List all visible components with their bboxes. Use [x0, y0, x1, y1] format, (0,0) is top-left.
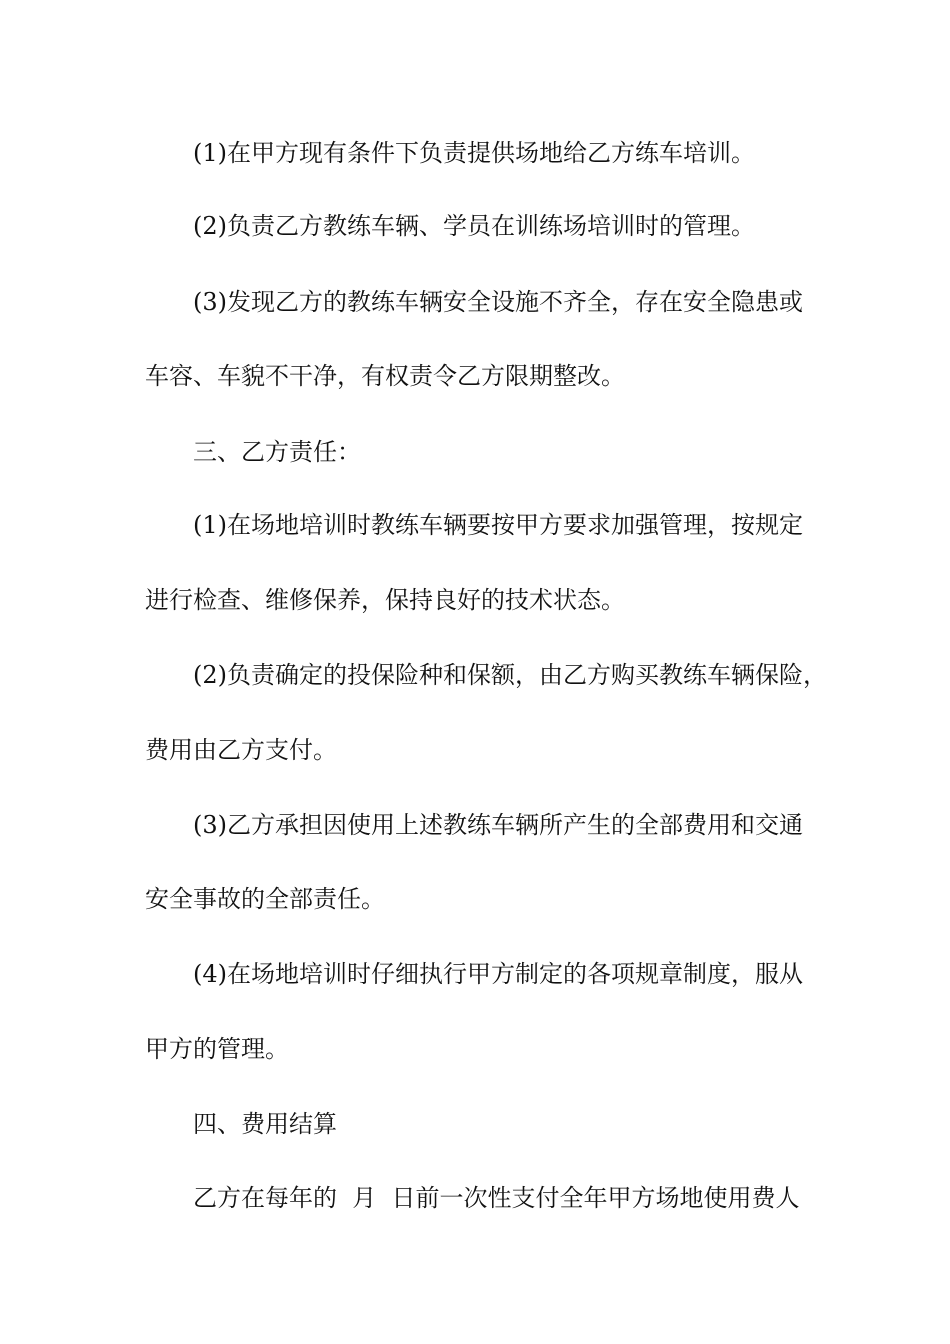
- paragraph-line: 甲方的管理。: [145, 1035, 289, 1063]
- paragraph-line: (3)发现乙方的教练车辆安全设施不齐全，存在安全隐患或: [193, 288, 803, 316]
- paragraph-line: (1)在甲方现有条件下负责提供场地给乙方练车培训。: [193, 139, 755, 167]
- paragraph-line: 车容、车貌不干净，有权责令乙方限期整改。: [145, 362, 625, 390]
- paragraph-line: 进行检查、维修保养，保持良好的技术状态。: [145, 586, 625, 614]
- paragraph-line: (2)负责乙方教练车辆、学员在训练场培训时的管理。: [193, 212, 755, 240]
- section-heading: 四、费用结算: [193, 1110, 337, 1138]
- paragraph-line: (3)乙方承担因使用上述教练车辆所产生的全部费用和交通: [193, 811, 803, 839]
- paragraph-line: (2)负责确定的投保险种和保额，由乙方购买教练车辆保险，: [193, 661, 827, 689]
- paragraph-line: 安全事故的全部责任。: [145, 885, 385, 913]
- paragraph-line: 乙方在每年的 月 日前一次性支付全年甲方场地使用费人: [193, 1184, 800, 1212]
- paragraph-line: 费用由乙方支付。: [145, 736, 337, 764]
- paragraph-line: (4)在场地培训时仔细执行甲方制定的各项规章制度，服从: [193, 960, 803, 988]
- section-heading: 三、乙方责任：: [193, 438, 361, 466]
- paragraph-line: (1)在场地培训时教练车辆要按甲方要求加强管理，按规定: [193, 511, 803, 539]
